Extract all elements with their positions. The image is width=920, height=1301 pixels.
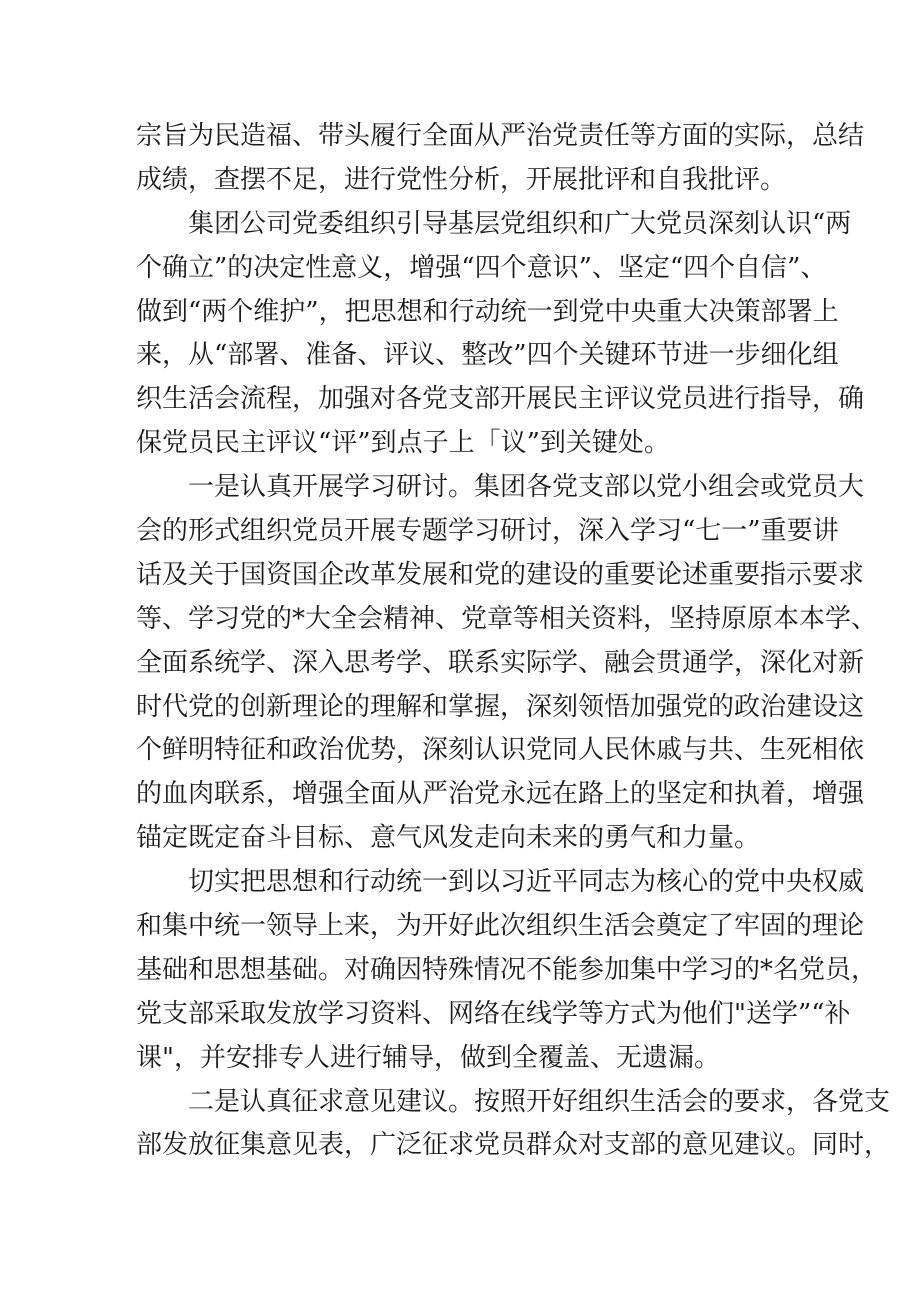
text-line: 个确立”的决定性意义，增强“四个意识”、坚定“四个自信”、: [136, 252, 827, 283]
text-line: 做到“两个维护”，把思想和行动统一到党中央重大决策部署上: [136, 296, 839, 327]
text-line: 保党员民主评议“评”到点子上「议”到关键处。: [136, 428, 670, 459]
text-line: 课"，并安排专人进行辅导，做到全覆盖、无遗漏。: [136, 1042, 720, 1073]
text-line: 切实把思想和行动统一到以习近平同志为核心的党中央权威: [188, 867, 865, 898]
text-line: 时代党的创新理论的理解和掌握，深刻领悟加强党的政治建设这: [136, 691, 865, 722]
text-line: 个鲜明特征和政治优势，深刻认识党同人民休戚与共、生死相依: [136, 735, 865, 766]
text-line: 成绩，查摆不足，进行党性分析，开展批评和自我批评。: [136, 164, 787, 195]
text-line: 等、学习党的*大全会精神、党章等相关资料，坚持原原本本学、: [136, 603, 878, 634]
text-line: 会的形式组织党员开展专题学习研讨，深入学习“七一”重要讲: [136, 516, 839, 547]
text-line: 集团公司党委组织引导基层党组织和广大党员深刻认识“两: [188, 208, 852, 239]
text-line: 锚定既定奋斗目标、意气风发走向未来的勇气和力量。: [136, 823, 761, 854]
text-line: 全面系统学、深入思考学、联系实际学、融会贯通学，深化对新: [136, 647, 865, 678]
text-line: 和集中统一领导上来，为开好此次组织生活会奠定了牢固的理论: [136, 911, 865, 942]
text-line: 部发放征集意见表，广泛征求党员群众对支部的意见建议。同时，: [136, 1130, 891, 1161]
text-line: 二是认真征求意见建议。按照开好组织生活会的要求，各党支: [188, 1086, 891, 1117]
text-line: 宗旨为民造福、带头履行全面从严治党责任等方面的实际，总结: [136, 121, 865, 151]
body-text: [136, 115, 891, 1168]
text-line: 基础和思想基础。对确因特殊情况不能参加集中学习的*名党员，: [136, 954, 878, 985]
text-line: 党支部采取发放学习资料、网络在线学等方式为他们"送学”“补: [136, 998, 851, 1029]
text-line: 一是认真开展学习研讨。集团各党支部以党小组会或党员大: [188, 472, 865, 503]
text-line: 话及关于国资国企改革发展和党的建设的重要论述重要指示要求: [136, 559, 865, 590]
text-line: 织生活会流程，加强对各党支部开展民主评议党员进行指导，确: [136, 384, 865, 415]
text-line: 来，从“部署、准备、评议、整改”四个关键环节进一步细化组: [136, 340, 839, 371]
text-line: 的血肉联系，增强全面从严治党永远在路上的坚定和执着，增强: [136, 779, 865, 810]
